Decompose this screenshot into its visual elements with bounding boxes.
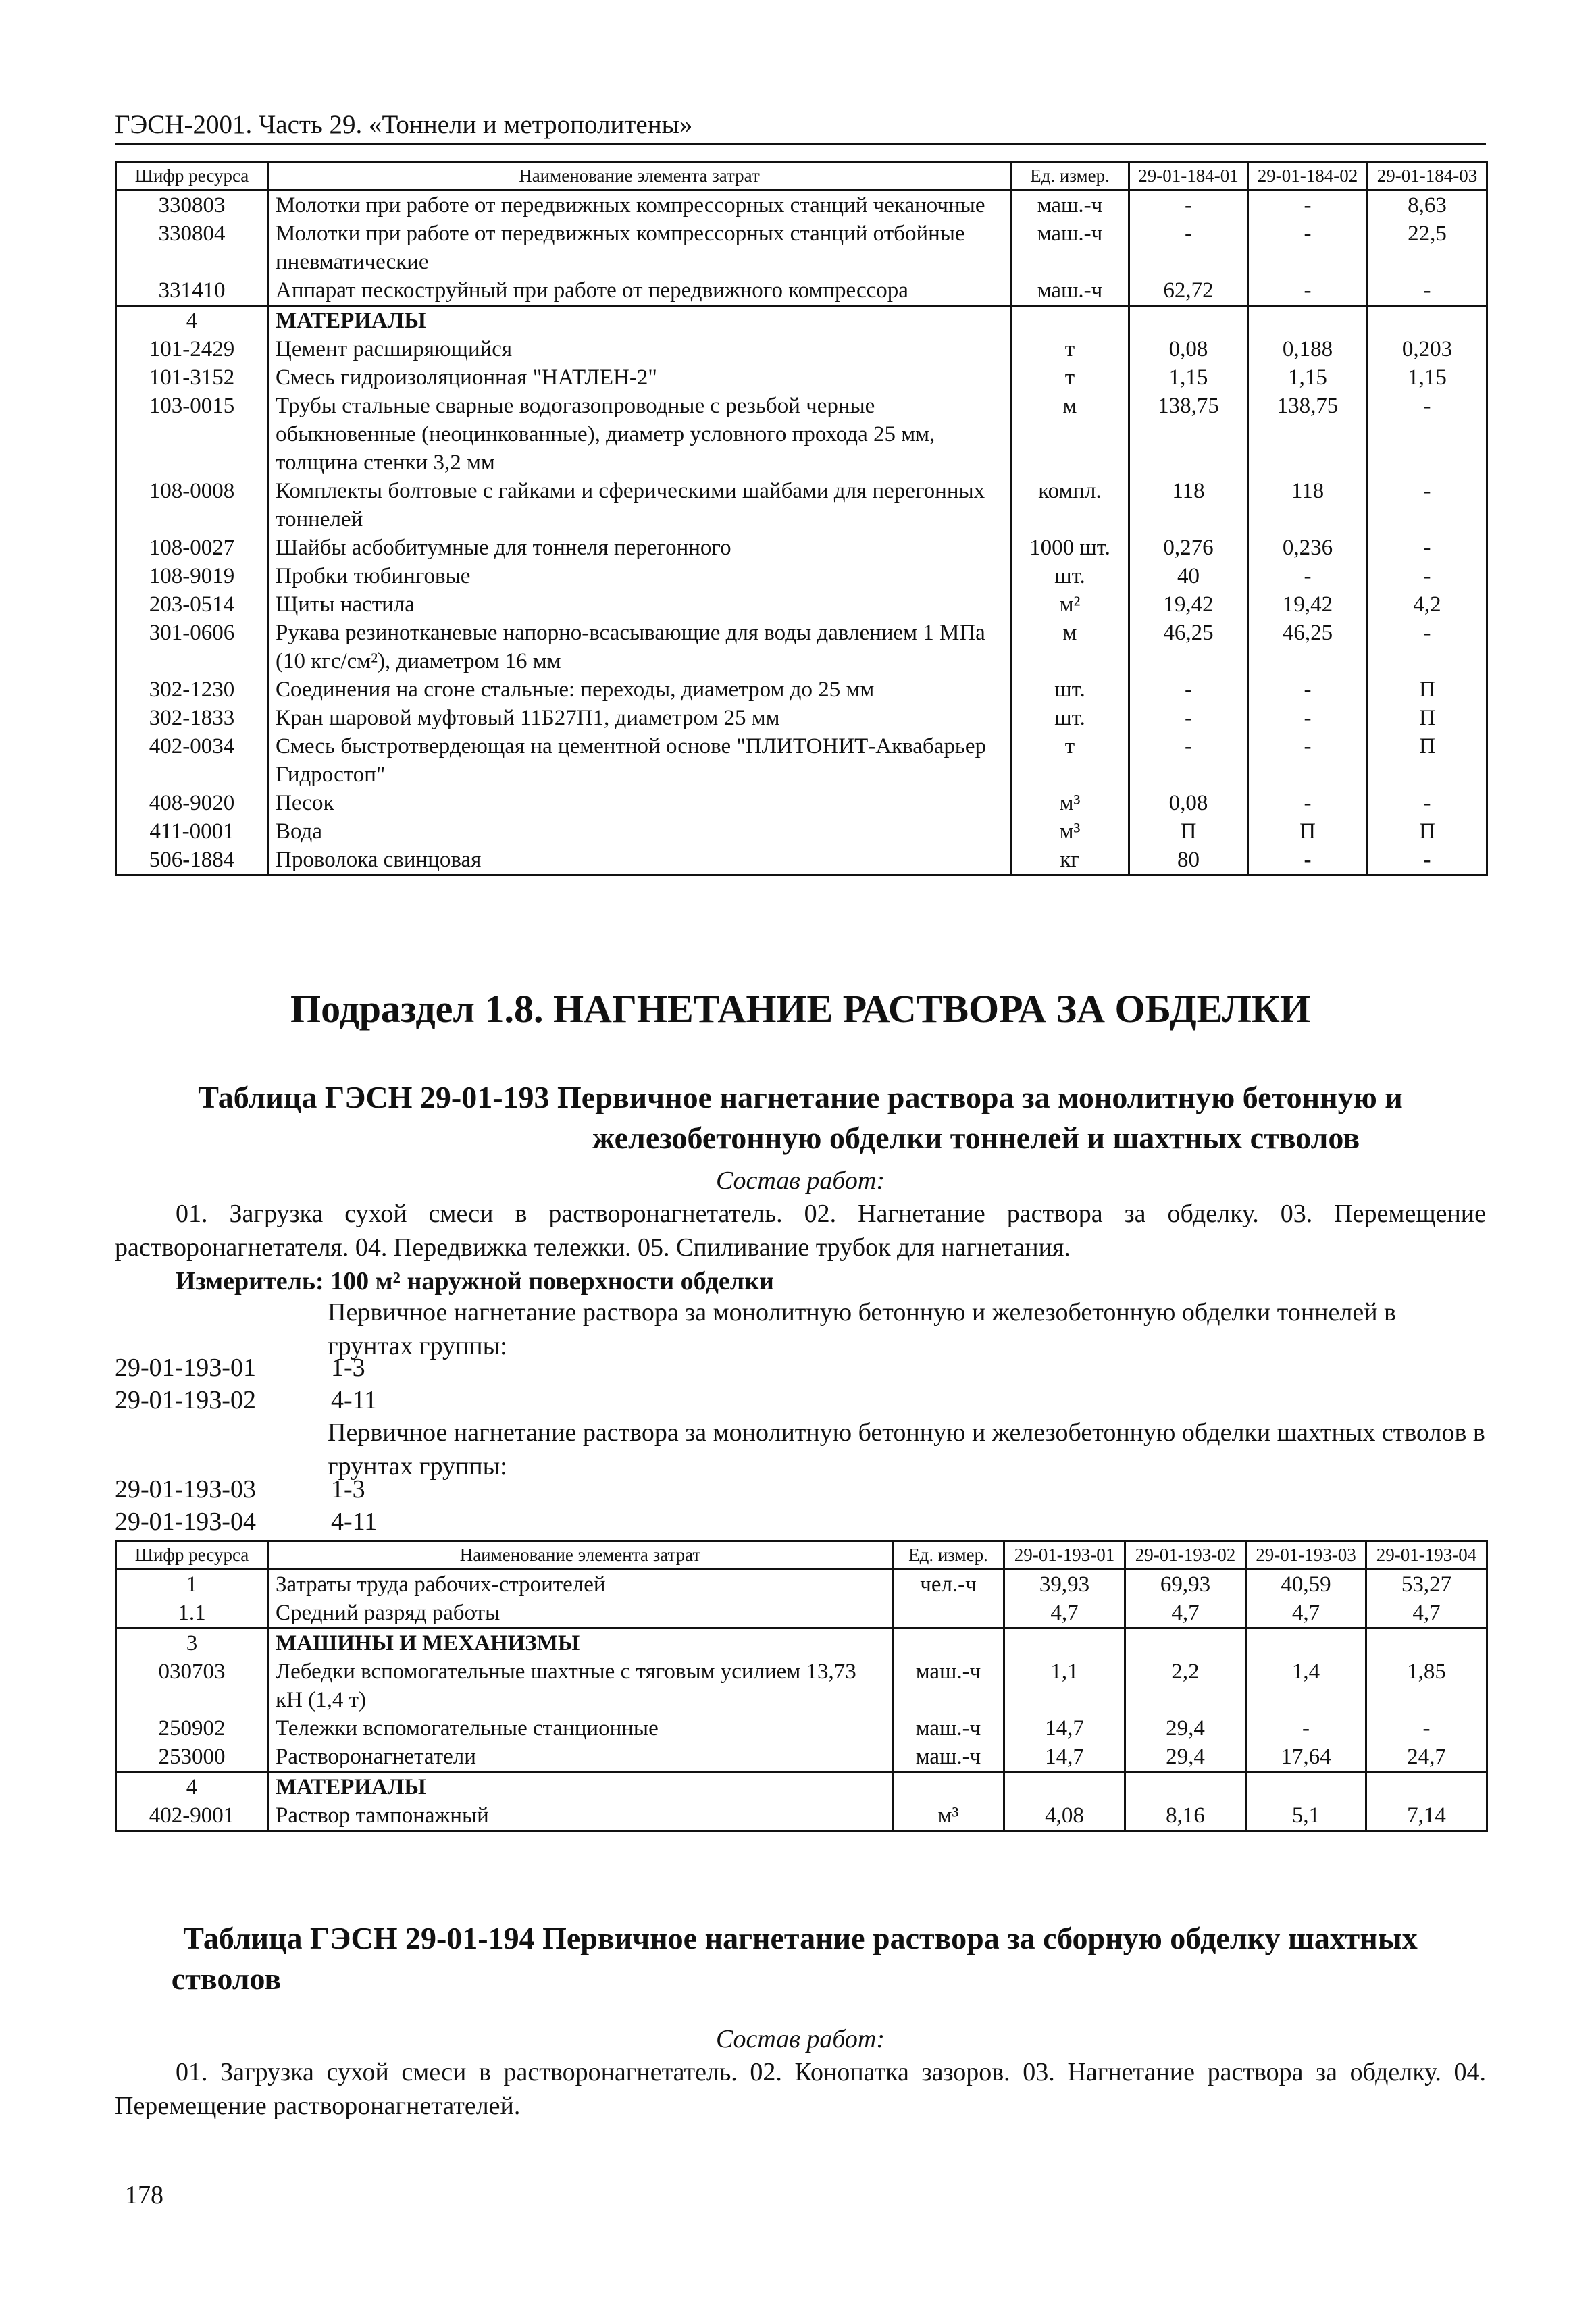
norm-value-cell: - xyxy=(1246,1714,1366,1743)
work-composition-text: 01. Загрузка сухой смеси в растворонагнетатель. 02. Нагнетание раствора за обделку. 03. Перемещение растворонагнетателя. 04. Передвижка тележки. 05. Спиливание трубок для нагнетания. xyxy=(115,1200,1486,1262)
norm-value-cell: - xyxy=(1129,704,1248,732)
table-row xyxy=(116,1599,1487,1628)
norm-value-cell: - xyxy=(1248,789,1368,817)
cost-name-cell: Средний разряд работы xyxy=(268,1599,893,1628)
norm-value-cell: 0,188 xyxy=(1248,335,1368,363)
unit-cell: м² xyxy=(1011,590,1129,619)
resource-code-cell: 253000 xyxy=(116,1743,268,1772)
norm-value-cell: - xyxy=(1248,732,1368,789)
cost-name-cell: Вода xyxy=(268,817,1011,846)
table-row xyxy=(116,846,1487,875)
cost-name-cell: Проволока свинцовая xyxy=(268,846,1011,875)
resource-code-cell: 4 xyxy=(116,306,268,336)
cost-name-cell: Молотки при работе от передвижных компрессорных станций чеканочные xyxy=(268,190,1011,220)
norm-value-cell: - xyxy=(1129,732,1248,789)
cost-name-cell: Трубы стальные сварные водогазопроводные с резьбой черные обыкновенные (неоцинкованные), диаметр условного прохода 25 мм, толщина стенки 3,2 мм xyxy=(268,392,1011,477)
norm-value-cell: 29,4 xyxy=(1125,1714,1246,1743)
table-row xyxy=(116,590,1487,619)
norm-value-cell: - xyxy=(1248,190,1368,220)
unit-cell: чел.-ч xyxy=(893,1570,1004,1599)
norm-value-cell: П xyxy=(1368,817,1487,846)
norm-value-cell: 4,2 xyxy=(1368,590,1487,619)
table-row xyxy=(116,276,1487,306)
norm-value-cell: 2,2 xyxy=(1125,1657,1246,1714)
norm-value-cell xyxy=(1248,306,1368,336)
resource-code-cell: 1 xyxy=(116,1570,268,1599)
norm-value-cell: - xyxy=(1129,220,1248,276)
norm-value-cell xyxy=(1366,1772,1487,1802)
cost-name-cell: Цемент расширяющийся xyxy=(268,335,1011,363)
resource-code-cell: 506-1884 xyxy=(116,846,268,875)
column-header: Шифр ресурса xyxy=(116,162,268,190)
norm-value-cell: - xyxy=(1248,276,1368,306)
norm-code: 29-01-193-01 xyxy=(115,1354,256,1382)
table-title-line: Таблица ГЭСН 29-01-194 Первичное нагнетание раствора за сборную обделку шахтных xyxy=(183,1921,1418,1955)
subsection-title: Подраздел 1.8. НАГНЕТАНИЕ РАСТВОРА ЗА ОБДЕЛКИ xyxy=(290,987,1310,1031)
norm-value-cell: - xyxy=(1368,392,1487,477)
resource-code-cell: 402-0034 xyxy=(116,732,268,789)
norm-value-cell: 40 xyxy=(1129,562,1248,590)
norm-value-cell: 1,15 xyxy=(1368,363,1487,392)
resource-code-cell: 030703 xyxy=(116,1657,268,1714)
resource-code-cell: 302-1230 xyxy=(116,675,268,704)
norm-value-cell: 1,1 xyxy=(1004,1657,1125,1714)
norm-value-cell: 46,25 xyxy=(1248,619,1368,675)
unit-cell: м³ xyxy=(893,1801,1004,1831)
column-header: 29-01-193-03 xyxy=(1246,1541,1366,1570)
norm-value-cell: - xyxy=(1368,477,1487,534)
cost-name-cell: Молотки при работе от передвижных компрессорных станций отбойные пневматические xyxy=(268,220,1011,276)
unit-cell: т xyxy=(1011,335,1129,363)
norm-value-cell: 118 xyxy=(1248,477,1368,534)
resource-code-cell: 250902 xyxy=(116,1714,268,1743)
unit-cell: м xyxy=(1011,619,1129,675)
norm-value-cell: 0,08 xyxy=(1129,789,1248,817)
norm-code: 29-01-193-03 xyxy=(115,1475,256,1503)
unit-cell xyxy=(1011,306,1129,336)
norm-code-row xyxy=(115,1472,365,1506)
norm-value-cell: П xyxy=(1368,732,1487,789)
column-header: 29-01-193-02 xyxy=(1125,1541,1246,1570)
norm-value-cell: 62,72 xyxy=(1129,276,1248,306)
norm-code: 29-01-193-02 xyxy=(115,1386,256,1414)
cost-name-cell: Соединения на сгоне стальные: переходы, диаметром до 25 мм xyxy=(268,675,1011,704)
norm-value-cell: 19,42 xyxy=(1248,590,1368,619)
table-title-line: стволов xyxy=(171,1961,282,1996)
norm-value-cell: 1,15 xyxy=(1129,363,1248,392)
norm-value-cell: 1,85 xyxy=(1366,1657,1487,1714)
table-row xyxy=(116,363,1487,392)
norm-value-cell: 0,236 xyxy=(1248,534,1368,562)
norm-code-row xyxy=(115,1351,365,1385)
norm-value-cell: 0,08 xyxy=(1129,335,1248,363)
norm-value-cell: 1,4 xyxy=(1246,1657,1366,1714)
norm-value-cell: 4,7 xyxy=(1366,1599,1487,1628)
column-header: 29-01-184-03 xyxy=(1368,162,1487,190)
norm-value-cell: 24,7 xyxy=(1366,1743,1487,1772)
soil-group: 1-3 xyxy=(331,1475,365,1503)
table-row xyxy=(116,392,1487,477)
table-row xyxy=(116,1628,1487,1658)
norm-value-cell: 1,15 xyxy=(1248,363,1368,392)
cost-name-cell: Песок xyxy=(268,789,1011,817)
table-header-row xyxy=(116,1541,1487,1570)
table-row xyxy=(116,1772,1487,1802)
cost-name-cell: Затраты труда рабочих-строителей xyxy=(268,1570,893,1599)
resource-code-cell: 301-0606 xyxy=(116,619,268,675)
group-description: Первичное нагнетание раствора за монолитную бетонную и железобетонную обделки тоннелей в грунтах группы: xyxy=(328,1298,1396,1360)
norm-value-cell: - xyxy=(1129,190,1248,220)
norm-value-cell: 69,93 xyxy=(1125,1570,1246,1599)
cost-name-cell: Кран шаровой муфтовый 11Б27П1, диаметром 25 мм xyxy=(268,704,1011,732)
resource-code-cell: 331410 xyxy=(116,276,268,306)
table-row xyxy=(116,1801,1487,1831)
running-header: ГЭСН-2001. Часть 29. «Тоннели и метрополитены» xyxy=(115,108,1486,145)
norm-value-cell: 4,7 xyxy=(1246,1599,1366,1628)
table-header-row xyxy=(116,162,1487,190)
norm-code-row xyxy=(115,1505,377,1539)
norm-value-cell: П xyxy=(1129,817,1248,846)
norm-value-cell: 14,7 xyxy=(1004,1743,1125,1772)
resource-table-184 xyxy=(115,161,1488,876)
unit-cell: маш.-ч xyxy=(1011,190,1129,220)
resource-code-cell: 330803 xyxy=(116,190,268,220)
norm-value-cell: 29,4 xyxy=(1125,1743,1246,1772)
unit-cell xyxy=(893,1628,1004,1658)
cost-name-cell: МАТЕРИАЛЫ xyxy=(268,306,1011,336)
norm-value-cell: - xyxy=(1129,675,1248,704)
unit-cell xyxy=(893,1772,1004,1802)
unit-cell: 1000 шт. xyxy=(1011,534,1129,562)
soil-group: 4-11 xyxy=(331,1386,378,1414)
norm-value-cell: 80 xyxy=(1129,846,1248,875)
unit-cell: т xyxy=(1011,363,1129,392)
norm-value-cell xyxy=(1125,1628,1246,1658)
unit-cell: маш.-ч xyxy=(1011,276,1129,306)
table-title-194 xyxy=(115,1918,1486,1999)
table-row xyxy=(116,220,1487,276)
cost-name-cell: Комплекты болтовые с гайками и сферическими шайбами для перегонных тоннелей xyxy=(268,477,1011,534)
norm-value-cell: 7,14 xyxy=(1366,1801,1487,1831)
norm-value-cell: - xyxy=(1368,846,1487,875)
unit-cell: маш.-ч xyxy=(893,1714,1004,1743)
norm-value-cell: 40,59 xyxy=(1246,1570,1366,1599)
resource-code-cell: 103-0015 xyxy=(116,392,268,477)
soil-group: 1-3 xyxy=(331,1354,365,1382)
column-header: Ед. измер. xyxy=(1011,162,1129,190)
norm-value-cell: П xyxy=(1368,675,1487,704)
table-row xyxy=(116,1570,1487,1599)
norm-value-cell: - xyxy=(1368,562,1487,590)
resource-code-cell: 203-0514 xyxy=(116,590,268,619)
resource-code-cell: 330804 xyxy=(116,220,268,276)
norm-value-cell xyxy=(1366,1628,1487,1658)
unit-cell: маш.-ч xyxy=(893,1657,1004,1714)
norm-value-cell: 17,64 xyxy=(1246,1743,1366,1772)
table-row xyxy=(116,789,1487,817)
table-row xyxy=(116,732,1487,789)
norm-value-cell: 22,5 xyxy=(1368,220,1487,276)
unit-cell xyxy=(893,1599,1004,1628)
norm-value-cell: - xyxy=(1368,789,1487,817)
norm-code: 29-01-193-04 xyxy=(115,1508,256,1536)
resource-code-cell: 3 xyxy=(116,1628,268,1658)
cost-name-cell: Лебедки вспомогательные шахтные с тяговым усилием 13,73 кН (1,4 т) xyxy=(268,1657,893,1714)
table-row xyxy=(116,335,1487,363)
resource-code-cell: 408-9020 xyxy=(116,789,268,817)
norm-value-cell xyxy=(1004,1772,1125,1802)
norm-value-cell: 8,63 xyxy=(1368,190,1487,220)
unit-cell: м³ xyxy=(1011,817,1129,846)
table-row xyxy=(116,704,1487,732)
norm-value-cell xyxy=(1246,1628,1366,1658)
column-header: Шифр ресурса xyxy=(116,1541,268,1570)
cost-name-cell: Щиты настила xyxy=(268,590,1011,619)
work-composition-label: Состав работ: xyxy=(715,1166,885,1195)
norm-value-cell xyxy=(1368,306,1487,336)
norm-value-cell: - xyxy=(1248,675,1368,704)
soil-group: 4-11 xyxy=(331,1508,378,1536)
cost-name-cell: Шайбы асбобитумные для тоннеля перегонного xyxy=(268,534,1011,562)
cost-name-cell: МАШИНЫ И МЕХАНИЗМЫ xyxy=(268,1628,893,1658)
norm-value-cell: - xyxy=(1368,534,1487,562)
unit-cell: шт. xyxy=(1011,675,1129,704)
norm-value-cell: 19,42 xyxy=(1129,590,1248,619)
norm-value-cell: 14,7 xyxy=(1004,1714,1125,1743)
column-header: 29-01-193-01 xyxy=(1004,1541,1125,1570)
table-row xyxy=(116,1657,1487,1714)
unit-cell: т xyxy=(1011,732,1129,789)
norm-value-cell: П xyxy=(1368,704,1487,732)
cost-name-cell: Пробки тюбинговые xyxy=(268,562,1011,590)
norm-value-cell: 4,08 xyxy=(1004,1801,1125,1831)
table-row xyxy=(116,190,1487,220)
norm-value-cell: 4,7 xyxy=(1125,1599,1246,1628)
norm-value-cell: 5,1 xyxy=(1246,1801,1366,1831)
unit-cell: маш.-ч xyxy=(893,1743,1004,1772)
column-header: 29-01-193-04 xyxy=(1366,1541,1487,1570)
column-header: 29-01-184-01 xyxy=(1129,162,1248,190)
norm-value-cell: - xyxy=(1248,562,1368,590)
norm-value-cell: 53,27 xyxy=(1366,1570,1487,1599)
norm-value-cell: - xyxy=(1248,704,1368,732)
table-title-line: железобетонную обделки тоннелей и шахтных стволов xyxy=(592,1121,1360,1155)
norm-value-cell: - xyxy=(1368,276,1487,306)
norm-value-cell: 138,75 xyxy=(1248,392,1368,477)
resource-code-cell: 108-9019 xyxy=(116,562,268,590)
norm-value-cell: - xyxy=(1248,220,1368,276)
norm-value-cell xyxy=(1246,1772,1366,1802)
resource-code-cell: 108-0027 xyxy=(116,534,268,562)
norm-value-cell xyxy=(1129,306,1248,336)
resource-code-cell: 4 xyxy=(116,1772,268,1802)
resource-code-cell: 402-9001 xyxy=(116,1801,268,1831)
table-row xyxy=(116,675,1487,704)
page-number: 178 xyxy=(125,2181,163,2209)
table-row xyxy=(116,534,1487,562)
resource-code-cell: 411-0001 xyxy=(116,817,268,846)
measurer: Измеритель: 100 м² наружной поверхности обделки xyxy=(176,1267,774,1295)
unit-cell: маш.-ч xyxy=(1011,220,1129,276)
table-row xyxy=(116,477,1487,534)
norm-value-cell: 46,25 xyxy=(1129,619,1248,675)
column-header: Ед. измер. xyxy=(893,1541,1004,1570)
cost-name-cell: Смесь гидроизоляционная "НАТЛЕН-2" xyxy=(268,363,1011,392)
unit-cell: м xyxy=(1011,392,1129,477)
table-row xyxy=(116,817,1487,846)
norm-value-cell xyxy=(1125,1772,1246,1802)
table-title-line: Таблица ГЭСН 29-01-193 Первичное нагнетание раствора за монолитную бетонную и xyxy=(198,1080,1403,1114)
column-header: Наименование элемента затрат xyxy=(268,1541,893,1570)
resource-code-cell: 108-0008 xyxy=(116,477,268,534)
unit-cell: шт. xyxy=(1011,704,1129,732)
table-title-193 xyxy=(115,1077,1486,1158)
resource-code-cell: 101-2429 xyxy=(116,335,268,363)
resource-code-cell: 302-1833 xyxy=(116,704,268,732)
column-header: 29-01-184-02 xyxy=(1248,162,1368,190)
unit-cell: кг xyxy=(1011,846,1129,875)
norm-value-cell: 0,276 xyxy=(1129,534,1248,562)
unit-cell: шт. xyxy=(1011,562,1129,590)
table-row xyxy=(116,562,1487,590)
norm-value-cell xyxy=(1004,1628,1125,1658)
unit-cell: компл. xyxy=(1011,477,1129,534)
cost-name-cell: МАТЕРИАЛЫ xyxy=(268,1772,893,1802)
group-description: Первичное нагнетание раствора за монолитную бетонную и железобетонную обделки шахтных стволов в грунтах группы: xyxy=(328,1418,1485,1481)
unit-cell: м³ xyxy=(1011,789,1129,817)
norm-value-cell: 0,203 xyxy=(1368,335,1487,363)
norm-code-row xyxy=(115,1383,377,1417)
work-composition-label: Состав работ: xyxy=(715,2025,885,2053)
norm-value-cell: 39,93 xyxy=(1004,1570,1125,1599)
column-header: Наименование элемента затрат xyxy=(268,162,1011,190)
table-row xyxy=(116,1743,1487,1772)
norm-value-cell: 4,7 xyxy=(1004,1599,1125,1628)
table-row xyxy=(116,619,1487,675)
norm-value-cell: 118 xyxy=(1129,477,1248,534)
cost-name-cell: Раствор тампонажный xyxy=(268,1801,893,1831)
resource-code-cell: 1.1 xyxy=(116,1599,268,1628)
cost-name-cell: Рукава резинотканевые напорно-всасывающие для воды давлением 1 МПа (10 кгс/см²), диаметром 16 мм xyxy=(268,619,1011,675)
cost-name-cell: Тележки вспомогательные станционные xyxy=(268,1714,893,1743)
norm-value-cell: - xyxy=(1248,846,1368,875)
norm-value-cell: 8,16 xyxy=(1125,1801,1246,1831)
resource-code-cell: 101-3152 xyxy=(116,363,268,392)
resource-table-193 xyxy=(115,1540,1488,1832)
cost-name-cell: Аппарат пескоструйный при работе от передвижного компрессора xyxy=(268,276,1011,306)
work-composition-text: 01. Загрузка сухой смеси в растворонагнетатель. 02. Конопатка зазоров. 03. Нагнетание раствора за обделку. 04. Перемещение растворонагнетателей. xyxy=(115,2058,1486,2120)
table-row xyxy=(116,306,1487,336)
norm-value-cell: П xyxy=(1248,817,1368,846)
norm-value-cell: 138,75 xyxy=(1129,392,1248,477)
cost-name-cell: Смесь быстротвердеющая на цементной основе "ПЛИТОНИТ-Аквабарьер Гидростоп" xyxy=(268,732,1011,789)
cost-name-cell: Растворонагнетатели xyxy=(268,1743,893,1772)
table-row xyxy=(116,1714,1487,1743)
norm-value-cell: - xyxy=(1368,619,1487,675)
norm-value-cell: - xyxy=(1366,1714,1487,1743)
